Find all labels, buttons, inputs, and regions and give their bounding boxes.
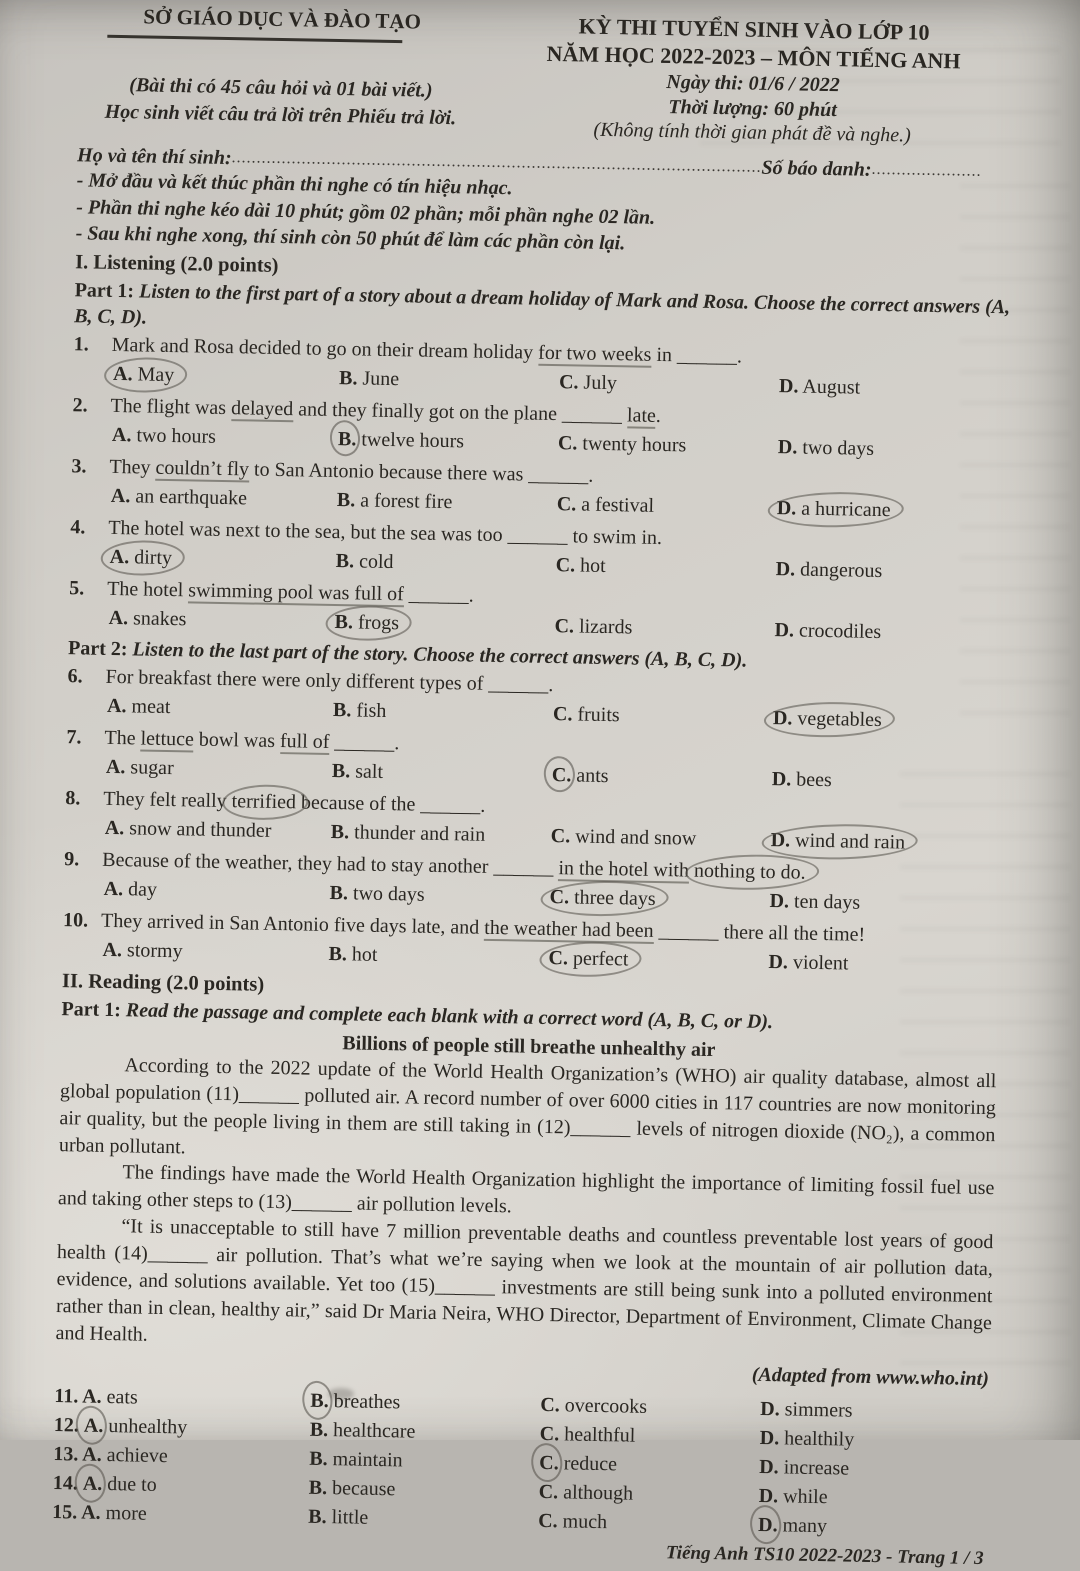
option-letter: A. xyxy=(113,363,133,385)
exam-duration: Thời lượng: 60 phút xyxy=(491,93,1014,126)
option-content xyxy=(309,1447,403,1471)
option-3C xyxy=(557,491,777,521)
question-number: 5. xyxy=(69,575,107,602)
option-9C xyxy=(549,884,769,914)
stem-text: For breakfast there were only different types of ______. xyxy=(105,666,553,696)
option-letter: B. xyxy=(308,1505,327,1527)
option-8D xyxy=(770,827,1000,857)
candidate-id-blank: ...................... xyxy=(871,161,981,181)
option-content: C. ants xyxy=(552,764,609,787)
option-9D xyxy=(769,888,999,918)
option-letter: B. xyxy=(310,1386,329,1415)
option-5C xyxy=(554,613,774,643)
option-letter: C. xyxy=(551,825,571,847)
option-content: C. wind and snow xyxy=(551,825,697,850)
option-8C xyxy=(551,823,771,853)
option-content: A. snow and thunder xyxy=(105,817,272,842)
option-letter: B. xyxy=(333,699,352,721)
option-content xyxy=(540,1423,636,1447)
option-content: B. maintain xyxy=(309,1447,403,1471)
pencil-underline: the weather had been xyxy=(484,917,654,944)
section-reading-heading: II. Reading (2.0 points) xyxy=(62,968,998,1012)
option-letter: C. xyxy=(539,1449,559,1478)
stem-text: to San Antonio because there was ______. xyxy=(249,458,594,486)
option-content xyxy=(84,1414,188,1438)
pencil-underline: couldn’t fly xyxy=(155,457,249,483)
stem-text: because of the ______. xyxy=(296,791,486,816)
option-12B xyxy=(310,1415,540,1448)
option-4C xyxy=(555,552,775,582)
option-letter: D. xyxy=(760,1427,780,1449)
option-2B xyxy=(338,426,558,456)
passage-title: Billions of people still breathe unhealthy air xyxy=(61,1025,997,1068)
reading-part1-line: Part 1: Read the passage and complete each blank with a correct word (A, B, C, or D). xyxy=(61,996,997,1039)
stem-text: ______. xyxy=(329,731,399,754)
question-number: 3. xyxy=(71,453,109,480)
option-14D xyxy=(758,1482,988,1515)
exam-title-line2: NĂM HỌC 2022-2023 – MÔN TIẾNG ANH xyxy=(492,38,1015,75)
exam-header xyxy=(78,3,1016,149)
department-name: SỞ GIÁO DỤC VÀ ĐÀO TẠO xyxy=(79,3,484,35)
option-content: C. healthful xyxy=(540,1423,636,1447)
instruction-line-2: - Phần thi nghe kéo dài 10 phút; gồm 02 phần; mỗi phần nghe 02 lần. xyxy=(76,194,1012,238)
option-11C xyxy=(540,1391,760,1424)
option-6D xyxy=(773,705,1003,735)
option-content: C. much xyxy=(538,1510,607,1533)
option-11A xyxy=(54,1382,310,1416)
option-11D xyxy=(760,1395,990,1428)
question-number: 6. xyxy=(67,663,105,690)
option-7A xyxy=(106,754,332,784)
option-letter: C. xyxy=(559,371,579,393)
pencil-underline: late xyxy=(627,404,656,429)
stem-text: and they finally got on the plane ______ xyxy=(293,398,627,426)
option-8B xyxy=(331,819,551,849)
candidate-id-label: Số báo danh: xyxy=(761,157,871,182)
question-number: 1. xyxy=(73,331,111,358)
option-content: B. little xyxy=(308,1505,368,1528)
stem-text: bowl was xyxy=(194,728,280,752)
option-content: D. two days xyxy=(778,436,875,460)
option-letter: B. xyxy=(329,882,348,904)
option-content xyxy=(539,1452,617,1475)
stem-text: . xyxy=(656,405,661,427)
option-2D xyxy=(778,434,1008,464)
option-letter: D. xyxy=(758,1485,778,1507)
option-letter: C. xyxy=(553,703,573,725)
option-1C xyxy=(559,369,779,399)
option-content xyxy=(310,1389,400,1413)
instruction-line-1: - Mở đầu và kết thúc phần thi nghe có tín hiệu nhạc. xyxy=(76,167,1012,211)
stem-text: ______ there all the time! xyxy=(653,920,865,946)
pencil-underline: for two weeks xyxy=(538,342,652,368)
option-content: C. twenty hours xyxy=(558,432,687,456)
option-content xyxy=(308,1505,368,1528)
option-content: D. wind and rain xyxy=(770,827,905,855)
option-content: A. stormy xyxy=(102,939,182,962)
option-content: A. May xyxy=(113,361,175,388)
option-15C xyxy=(538,1507,758,1540)
option-1D xyxy=(779,373,1009,403)
option-letter: A. xyxy=(102,939,122,961)
passage-paragraph-3: “It is unacceptable to still have 7 million preventable deaths and countless preventable lost years of good health (14)______ air pollution. That’s what we’re saying when we look at the mountain of air pollution data, evidence, and solutions available. Yet too (15)______ investments are still being sunk into a polluted environment rather than in clean, healthy air,” said Dr Maria Neira, WHO Director, Department of Environment, Climate Change and Health. xyxy=(55,1212,993,1364)
option-content xyxy=(82,1443,168,1467)
option-content: A. snakes xyxy=(108,607,186,630)
option-content: D. bees xyxy=(772,768,832,791)
option-letter: A. xyxy=(108,607,128,629)
option-content: B. cold xyxy=(336,550,394,573)
option-12D xyxy=(759,1424,989,1457)
stem-text: in ______. xyxy=(651,344,742,368)
option-letter: A. xyxy=(112,424,132,446)
option-15A xyxy=(52,1498,308,1532)
option-letter: D. xyxy=(759,1456,779,1478)
stem-text: Because of the weather, they had to stay another ______ xyxy=(102,849,559,879)
option-7D xyxy=(772,766,1002,796)
option-6A xyxy=(107,693,333,723)
option-content: B. a forest fire xyxy=(337,489,453,513)
option-content xyxy=(758,1514,827,1537)
option-2C xyxy=(558,430,778,460)
option-letter: D. xyxy=(779,375,799,397)
option-letter: D. xyxy=(777,497,797,519)
option-content: B. breathes xyxy=(310,1389,400,1413)
option-9A xyxy=(103,876,329,906)
stem-text: Mark and Rosa decided to go on their dream holiday xyxy=(111,334,538,364)
question-number: 9. xyxy=(64,846,102,873)
option-13D xyxy=(759,1453,989,1486)
option-letter: B. xyxy=(337,489,356,511)
option-content xyxy=(82,1385,138,1408)
option-letter: D. xyxy=(769,890,789,912)
question-number: 15. xyxy=(52,1501,81,1524)
option-letter: A. xyxy=(83,1469,103,1498)
option-content: D. a hurricane xyxy=(777,495,891,523)
pencil-circle: nothing to do. xyxy=(694,857,806,885)
option-content xyxy=(758,1485,827,1508)
listening-instructions xyxy=(75,167,1012,264)
stem-text: The hotel was next to the sea, but the sea was too ______ to swim in. xyxy=(108,517,662,549)
option-content: C. hot xyxy=(556,554,606,577)
option-letter: A. xyxy=(82,1443,102,1465)
candidate-name-label: Họ và tên thí sinh: xyxy=(77,144,232,170)
stem-text: ______. xyxy=(404,583,474,606)
option-letter: C. xyxy=(558,432,578,454)
option-letter: C. xyxy=(557,493,577,515)
exam-time-note: (Không tính thời gian phát đề và nghe.) xyxy=(491,117,1014,150)
option-content xyxy=(539,1481,634,1505)
option-content: C. perfect xyxy=(548,945,628,972)
option-10B xyxy=(328,941,548,971)
option-letter: C. xyxy=(540,1394,560,1416)
option-10A xyxy=(102,937,328,967)
question-number: 2. xyxy=(72,392,110,419)
option-content xyxy=(760,1427,855,1451)
option-letter: D. xyxy=(778,436,798,458)
option-14C xyxy=(538,1478,758,1511)
option-content: B. thunder and rain xyxy=(331,821,486,846)
option-content xyxy=(759,1456,849,1480)
stem-text: The flight was xyxy=(110,395,231,419)
exam-note-answersheet: Học sinh viết câu trả lời trên Phiếu trả lời. xyxy=(78,98,483,132)
stem-text: The xyxy=(104,727,140,750)
listening-part1-line: Part 1: Listen to the first part of a story about a dream holiday of Mark and Rosa. Choose the correct answers (A, B, C, D). xyxy=(74,277,1011,346)
option-letter: C. xyxy=(538,1510,558,1532)
option-letter: B. xyxy=(338,426,357,452)
option-7B xyxy=(332,758,552,788)
option-1A xyxy=(113,361,339,391)
option-letter: D. xyxy=(774,619,794,641)
option-letter: D. xyxy=(758,1511,778,1540)
listening-part2-questions xyxy=(62,663,1003,983)
candidate-name-blank: .......................................................................................................... xyxy=(231,149,761,177)
option-content: A. dirty xyxy=(110,544,173,571)
option-letter: D. xyxy=(772,768,792,790)
option-5A xyxy=(108,605,334,635)
option-letter: A. xyxy=(105,817,125,839)
question-number: 14. xyxy=(53,1472,83,1495)
listening-part1-questions xyxy=(68,331,1009,651)
option-4D xyxy=(775,556,1005,586)
option-letter: D. xyxy=(773,707,793,729)
passage-source: (Adapted from www.who.int) xyxy=(55,1351,989,1391)
option-3A xyxy=(111,483,337,513)
option-content: D. crocodiles xyxy=(774,619,881,643)
question-number: 4. xyxy=(70,514,108,541)
option-letter: A. xyxy=(107,695,127,717)
option-content: A. more xyxy=(81,1501,147,1524)
pencil-underline: swimming pool was full of xyxy=(188,579,404,607)
option-1B xyxy=(339,365,559,395)
pencil-underline: in the hotel with xyxy=(558,857,689,883)
option-4B xyxy=(336,548,556,578)
option-content: A. achieve xyxy=(82,1443,168,1467)
question-number: 12. xyxy=(54,1414,84,1437)
option-letter: B. xyxy=(328,943,347,965)
option-8A xyxy=(105,815,331,845)
option-letter: B. xyxy=(309,1476,328,1498)
department-rule xyxy=(107,35,402,43)
option-letter: B. xyxy=(309,1447,328,1469)
section-listening-heading: I. Listening (2.0 points) xyxy=(75,249,1011,293)
option-letter: C. xyxy=(540,1423,560,1445)
option-12A xyxy=(54,1411,310,1445)
passage-paragraph-1: According to the 2022 update of the World Health Organization’s (WHO) air quality database, almost all global population (11)______ polluted air. A record number of over 6000 cities in 117 countries are now monitoring air quality, but the people living in them are still taking in (12)______ levels of nitrogen dioxide (NO₂), a common urban pollutant. xyxy=(59,1051,997,1176)
option-letter: A. xyxy=(82,1385,102,1407)
option-content: D. violent xyxy=(768,951,848,974)
pencil-underline: full of xyxy=(280,730,330,755)
option-content: D. simmers xyxy=(760,1398,853,1422)
option-3B xyxy=(337,487,557,517)
option-content: D. healthily xyxy=(760,1427,855,1451)
option-content: B. twelve hours xyxy=(338,428,464,452)
option-letter: B. xyxy=(310,1418,329,1440)
stem-text: They felt really xyxy=(103,788,232,812)
question-number: 13. xyxy=(53,1443,82,1466)
option-content: C. a festival xyxy=(557,493,655,517)
option-content xyxy=(760,1398,853,1422)
option-content: C. reduce xyxy=(539,1452,617,1475)
exam-notes xyxy=(78,71,484,132)
option-content: C. lizards xyxy=(554,615,632,638)
option-content xyxy=(309,1476,396,1500)
option-content: C. although xyxy=(539,1481,634,1505)
option-content: C. July xyxy=(559,371,617,394)
option-letter: B. xyxy=(336,550,355,572)
exam-title-line1: KỲ THI TUYỂN SINH VÀO LỚP 10 xyxy=(492,11,1015,48)
option-content: B. because xyxy=(309,1476,396,1500)
option-content xyxy=(540,1394,647,1418)
stem-text: They xyxy=(109,456,155,479)
reading-passage xyxy=(55,1051,996,1364)
option-14A xyxy=(53,1469,309,1503)
option-letter: B. xyxy=(339,367,358,389)
option-7C xyxy=(552,762,772,792)
option-letter: C. xyxy=(554,615,574,637)
option-content: A. day xyxy=(104,878,158,901)
option-content: B. June xyxy=(339,367,399,390)
instruction-line-3: - Sau khi nghe xong, thí sinh còn 50 phút để làm các phần còn lại. xyxy=(75,220,1011,264)
option-letter: C. xyxy=(552,762,572,788)
option-5B xyxy=(334,609,554,639)
option-letter: D. xyxy=(775,558,795,580)
option-content: D. dangerous xyxy=(775,558,882,582)
header-left xyxy=(78,3,485,139)
option-content: D. increase xyxy=(759,1456,849,1480)
option-content: A. two hours xyxy=(112,424,216,448)
option-2A xyxy=(112,422,338,452)
option-letter: A. xyxy=(111,485,131,507)
option-10D xyxy=(768,949,998,979)
pencil-underline: lettuce xyxy=(140,727,194,752)
option-letter: A. xyxy=(104,878,124,900)
option-5D xyxy=(774,617,1004,647)
option-content: A. unhealthy xyxy=(84,1414,188,1438)
option-content: B. two days xyxy=(329,882,424,906)
pencil-underline: delayed xyxy=(231,397,294,422)
passage-paragraph-2: The findings have made the World Health Organization highlight the importance of limiting fossil fuel use and taking other steps to (13)______ air pollution levels. xyxy=(58,1159,995,1230)
option-content: C. fruits xyxy=(553,703,620,726)
option-letter: B. xyxy=(332,760,351,782)
option-letter: C. xyxy=(539,1481,559,1503)
option-content: D. vegetables xyxy=(773,705,882,733)
option-3D xyxy=(777,495,1007,525)
option-content: C. overcooks xyxy=(540,1394,647,1418)
question-number: 10. xyxy=(63,907,101,934)
option-content: B. frogs xyxy=(334,609,399,636)
listening-part2-line: Part 2: Listen to the last part of the story. Choose the correct answers (A, B, C, D). xyxy=(68,635,1004,678)
option-11B xyxy=(310,1386,540,1419)
question-number: 7. xyxy=(66,724,104,751)
option-content xyxy=(81,1501,147,1524)
option-content: A. an earthquake xyxy=(111,485,247,509)
option-content: D. August xyxy=(779,375,861,398)
option-letter: B. xyxy=(331,821,350,843)
option-15B xyxy=(308,1502,538,1535)
option-content xyxy=(83,1472,157,1495)
option-content: A. due to xyxy=(83,1472,157,1495)
option-content: B. healthcare xyxy=(310,1418,416,1442)
option-13B xyxy=(309,1444,539,1477)
option-content: B. salt xyxy=(332,760,384,783)
option-content: D. ten days xyxy=(769,890,860,914)
option-content: B. hot xyxy=(328,943,377,966)
option-letter: C. xyxy=(548,947,568,969)
option-letter: C. xyxy=(549,886,569,908)
option-letter: A. xyxy=(106,756,126,778)
option-content: A. sugar xyxy=(106,756,174,779)
option-letter: D. xyxy=(760,1398,780,1420)
option-6C xyxy=(553,701,773,731)
option-6B xyxy=(333,697,553,727)
reading-option-rows xyxy=(52,1382,991,1544)
option-content xyxy=(538,1510,607,1533)
pencil-circle: terrified xyxy=(231,788,296,815)
option-4A xyxy=(110,544,336,574)
option-10C xyxy=(548,945,768,975)
stem-text: The hotel xyxy=(107,578,188,601)
exam-date: Ngày thi: 01/6 / 2022 xyxy=(491,68,1014,101)
option-12C xyxy=(540,1420,760,1453)
option-content xyxy=(310,1418,416,1442)
page-footer: Tiếng Anh TS10 2022-2023 - Trang 1 / 3 xyxy=(52,1531,988,1570)
option-15D xyxy=(758,1511,988,1544)
option-13A xyxy=(53,1440,309,1474)
option-letter: D. xyxy=(768,951,788,973)
option-content: D. while xyxy=(758,1485,827,1508)
option-content: C. three days xyxy=(549,884,656,912)
question-number: 8. xyxy=(65,785,103,812)
option-letter: C. xyxy=(556,554,576,576)
option-letter: B. xyxy=(334,611,353,633)
option-letter: A. xyxy=(84,1411,104,1440)
option-letter: D. xyxy=(771,829,791,851)
exam-note-count: (Bài thi có 45 câu hỏi và 01 bài viết.) xyxy=(78,71,483,105)
question-number: 11. xyxy=(54,1385,82,1408)
option-letter: A. xyxy=(110,546,130,568)
option-letter: A. xyxy=(81,1501,101,1523)
option-13C xyxy=(539,1449,759,1482)
option-content: A. eats xyxy=(82,1385,138,1408)
stem-text: They arrived in San Antonio five days late, and xyxy=(101,910,485,939)
option-content: B. fish xyxy=(333,699,387,722)
option-content: D. many xyxy=(758,1514,827,1537)
option-9B xyxy=(329,880,549,910)
header-right xyxy=(483,11,1016,150)
option-14B xyxy=(309,1473,539,1506)
option-content: A. meat xyxy=(107,695,171,718)
